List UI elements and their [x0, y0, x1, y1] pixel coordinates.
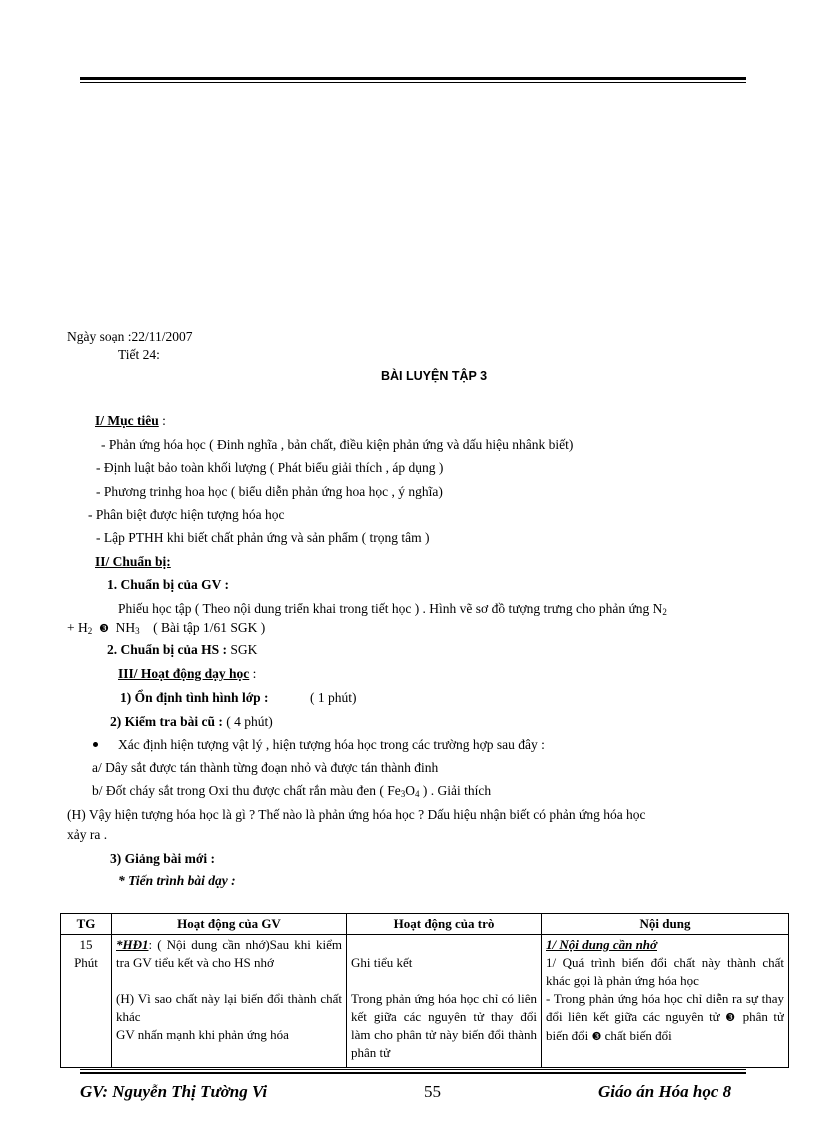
header-rule-thick [80, 77, 746, 80]
content-note-c: chất biến đổi [601, 1028, 672, 1043]
tg-value: 15 [79, 937, 93, 952]
formula-subscript: 2 [662, 607, 667, 617]
prep-gv-text [118, 601, 667, 617]
table-row [61, 935, 789, 1068]
page-title: BÀI LUYỆN TẬP 3 [381, 369, 488, 383]
prep-heading: II/ Chuẩn bị: [95, 554, 171, 569]
header-tg: TG [61, 914, 112, 935]
case-b-oxygen: O [405, 783, 416, 798]
footer-teacher: GV: Nguyễn Thị Tường Vi [80, 1082, 268, 1101]
objectives-colon: : [158, 413, 166, 428]
bullet-icon [93, 742, 98, 747]
objective-item: - Lập PTHH khi biết chất phản ứng và sản phẩm ( trọng tâm ) [96, 530, 430, 545]
process-label: * Tiến trình bài dạy : [118, 873, 236, 888]
footer-subject: Giáo án Hóa học 8 [598, 1082, 732, 1101]
gv-emphasis: GV nhấn mạnh khi phản ứng hóa [116, 1027, 289, 1042]
objective-item: - Định luật bảo toàn khối lượng ( Phát biểu giải thích , áp dụng ) [96, 460, 444, 475]
footer-rule-thick [80, 1072, 746, 1074]
content-note [546, 990, 784, 1046]
spacer [351, 972, 537, 990]
lesson-table [60, 913, 789, 1068]
formula-subscript: 3 [135, 626, 140, 636]
prep-hs-text: SGK [227, 642, 258, 657]
date-line: Ngày soạn :22/11/2007 [67, 329, 193, 344]
prep-gv-formula [67, 620, 265, 637]
content-note-a: - Trong phản ứng hóa học chỉ diễn ra sự thay đổi liên kết giữa các nguyên tử [546, 991, 784, 1024]
formula-subscript: 3 [400, 789, 406, 799]
step1-label: 1) Ổn định tình hình lớp : [120, 690, 269, 705]
gv-hd1 [116, 936, 342, 972]
content-note-b: phân tử biến đổi [546, 1009, 784, 1043]
objective-item: - Phân biệt được hiện tượng hóa học [88, 507, 285, 522]
gv-hd1-label: *HĐ1 [116, 937, 149, 952]
objectives-heading [95, 413, 166, 429]
gv-question: (H) Vì sao chất này lại biến đổi thành chất khác [116, 991, 342, 1024]
cell-student [347, 935, 542, 1068]
case-b-text: b/ Đốt cháy sắt trong Oxi thu được chất rắn màu đen ( Fe [92, 783, 401, 798]
cell-content-wrap [546, 936, 784, 1066]
case-b-end: ) . Giải thích [419, 783, 492, 798]
formula-nh: NH [115, 620, 136, 635]
prep-gv-text-main: Phiếu học tập ( Theo nội dung triển khai trong tiết học ) . Hình vẽ sơ đồ tượng trưng cho phản ứng N [118, 601, 663, 616]
formula-subscript: 2 [87, 626, 93, 636]
review-question: Xác định hiện tượng vật lý , hiện tượng hóa học trong các trường hợp sau đây : [118, 737, 545, 752]
step3-label: 3) Giảng bài mới : [110, 851, 215, 866]
case-a: a/ Dây sắt được tán thành từng đoạn nhỏ và được tán thành đinh [92, 760, 439, 775]
activities-heading-text: III/ Hoạt động dạy học [118, 666, 250, 681]
student-summary: Ghi tiểu kết [351, 955, 413, 970]
content-heading: 1/ Nội dung cần nhớ [546, 937, 658, 952]
cell-gv [112, 935, 347, 1068]
lesson-number: Tiết 24: [118, 347, 160, 362]
step2-time: ( 4 phút) [222, 714, 273, 729]
cell-tg-wrap [65, 936, 107, 1066]
cell-gv-wrap [116, 936, 342, 1066]
case-b [92, 783, 491, 799]
h-question-continued: xảy ra . [67, 827, 108, 842]
step2-line [110, 714, 273, 730]
activities-colon: : [249, 666, 257, 681]
header-gv: Hoạt động của GV [112, 914, 347, 935]
header-rule-thin [80, 82, 746, 83]
prep-hs [107, 642, 257, 658]
header-content: Nội dung [542, 914, 789, 935]
formula-subscript: 4 [415, 789, 420, 799]
gv-hd1-text: : ( Nội dung cần nhớ)Sau khi kiểm tra GV tiểu kết và cho HS nhớ [116, 937, 342, 970]
exercise-reference: ( Bài tập 1/61 SGK ) [153, 620, 266, 635]
spacer [351, 936, 537, 954]
arrow-marker-icon: ❸ [591, 1030, 602, 1043]
formula-plus-h: + H [67, 620, 88, 635]
arrow-marker-icon: ❸ [99, 622, 109, 635]
spacer [116, 972, 342, 990]
cell-content [542, 935, 789, 1068]
step2-label: 2) Kiểm tra bài cũ : [110, 714, 223, 729]
cell-student-wrap [351, 936, 537, 1066]
tg-unit: Phút [74, 955, 98, 970]
cell-tg [61, 935, 112, 1068]
arrow-marker-icon: ❸ [725, 1011, 738, 1024]
student-answer: Trong phản ứng hóa học chỉ có liên kết giữa các nguyên tử thay đổi làm cho phân tử này biến đổi thành phân tử [351, 991, 537, 1060]
objectives-heading-text: I/ Mục tiêu [95, 413, 159, 428]
footer-rule-thin [80, 1069, 746, 1070]
header-student: Hoạt động của trò [347, 914, 542, 935]
activities-heading [118, 666, 256, 682]
prep-hs-label: 2. Chuẩn bị của HS : [107, 642, 228, 657]
content-definition: 1/ Quá trình biến đổi chất này thành chất khác gọi là phản ứng hóa học [546, 955, 784, 988]
prep-gv-label: 1. Chuẩn bị của GV : [107, 577, 230, 592]
step1-time: ( 1 phút) [310, 690, 357, 705]
footer-page-number: 55 [424, 1082, 441, 1101]
objective-item: - Phương trinhg hoa học ( biểu diễn phản ứng hoa học , ý nghĩa) [96, 484, 443, 499]
objective-item: - Phản ứng hóa học ( Đinh nghĩa , bản chất, điều kiện phản ứng và dấu hiệu nhânk biết) [101, 437, 574, 452]
table-header-row [61, 914, 789, 935]
h-question: (H) Vậy hiện tượng hóa học là gì ? Thế nào là phản ứng hóa học ? Dấu hiệu nhận biết có phản ứng hóa học [67, 807, 646, 822]
